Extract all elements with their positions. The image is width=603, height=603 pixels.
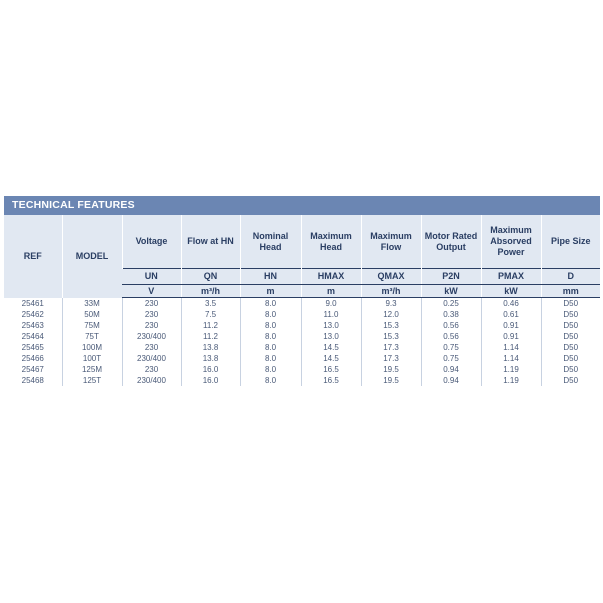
table-cell: 11.2 <box>181 320 240 331</box>
table-cell: 16.0 <box>181 375 240 386</box>
table-row <box>4 342 600 353</box>
unit-max-flow: m³/h <box>361 285 421 298</box>
table-cell: 0.75 <box>421 342 481 353</box>
table-cell: 16.0 <box>181 364 240 375</box>
header-pipe-size: Pipe Size <box>541 215 600 269</box>
table-cell: 125T <box>62 375 122 386</box>
table-cell: 230 <box>122 298 181 310</box>
table-row <box>4 298 600 310</box>
table-cell: 8.0 <box>240 375 301 386</box>
unit-pipe-size: mm <box>541 285 600 298</box>
symbol-flow: QN <box>181 269 240 285</box>
table-cell: D50 <box>541 364 600 375</box>
table-cell: 75T <box>62 331 122 342</box>
unit-voltage: V <box>122 285 181 298</box>
unit-motor-output: kW <box>421 285 481 298</box>
table-row <box>4 331 600 342</box>
table-cell: 0.91 <box>481 331 541 342</box>
table-cell: D50 <box>541 298 600 310</box>
table-cell: 0.61 <box>481 309 541 320</box>
table-cell: 16.5 <box>301 375 361 386</box>
symbol-motor-output: P2N <box>421 269 481 285</box>
table-cell: 15.3 <box>361 320 421 331</box>
table-cell: 230 <box>122 309 181 320</box>
table-cell: 14.5 <box>301 342 361 353</box>
table-cell: 0.25 <box>421 298 481 310</box>
table-cell: 25464 <box>21 332 44 341</box>
header-max-power: Maximum Absorved Power <box>481 215 541 269</box>
table-cell: 1.14 <box>481 353 541 364</box>
unit-max-power: kW <box>481 285 541 298</box>
symbol-max-flow: QMAX <box>361 269 421 285</box>
table-cell: 19.5 <box>361 375 421 386</box>
table-cell: 17.3 <box>361 342 421 353</box>
table-cell: 13.8 <box>181 353 240 364</box>
table-cell: D50 <box>541 375 600 386</box>
table-cell: 16.5 <box>301 364 361 375</box>
table-cell: 50M <box>62 309 122 320</box>
table-cell: 1.19 <box>481 375 541 386</box>
table-cell: 11.2 <box>181 331 240 342</box>
table-row <box>4 364 600 375</box>
header-max-flow: Maximum Flow <box>361 215 421 269</box>
table-cell: 13.8 <box>181 342 240 353</box>
table-cell: 25462 <box>21 310 44 319</box>
table-cell: D50 <box>541 320 600 331</box>
table-cell: 8.0 <box>240 364 301 375</box>
table-cell: 8.0 <box>240 342 301 353</box>
table-cell: 0.94 <box>421 364 481 375</box>
table-cell: 13.0 <box>301 331 361 342</box>
table-body <box>4 298 600 387</box>
table-cell: 9.3 <box>361 298 421 310</box>
table-cell: 8.0 <box>240 331 301 342</box>
table-cell: 7.5 <box>181 309 240 320</box>
table-cell: 0.46 <box>481 298 541 310</box>
table-cell: 230 <box>122 320 181 331</box>
table-cell: 25468 <box>21 376 44 385</box>
table-cell: 100M <box>62 342 122 353</box>
table-cell: 33M <box>62 298 122 310</box>
technical-features-table <box>4 215 600 386</box>
table-cell: 13.0 <box>301 320 361 331</box>
table-cell: 1.14 <box>481 342 541 353</box>
table-cell: 12.0 <box>361 309 421 320</box>
table-cell: 75M <box>62 320 122 331</box>
table-cell: 15.3 <box>361 331 421 342</box>
table-cell: 230/400 <box>122 375 181 386</box>
header-motor-output: Motor Rated Output <box>421 215 481 269</box>
table-cell: 0.94 <box>421 375 481 386</box>
table-row <box>4 375 600 386</box>
unit-nominal-head: m <box>240 285 301 298</box>
header-flow: Flow at HN <box>181 215 240 269</box>
table-cell: 25461 <box>21 298 44 308</box>
table-cell: 0.56 <box>421 331 481 342</box>
table-cell: 17.3 <box>361 353 421 364</box>
table-cell: D50 <box>541 353 600 364</box>
header-voltage: Voltage <box>122 215 181 269</box>
table-cell: D50 <box>541 331 600 342</box>
symbol-voltage: UN <box>122 269 181 285</box>
header-ref: REF <box>4 215 62 298</box>
table-cell: 0.56 <box>421 320 481 331</box>
table-row <box>4 353 600 364</box>
table-cell: 0.91 <box>481 320 541 331</box>
symbol-pipe-size: D <box>541 269 600 285</box>
table-cell: 9.0 <box>301 298 361 310</box>
table-cell: 0.75 <box>421 353 481 364</box>
table-cell: 25466 <box>21 354 44 363</box>
header-max-head: Maximum Head <box>301 215 361 269</box>
symbol-nominal-head: HN <box>240 269 301 285</box>
table-cell: 8.0 <box>240 309 301 320</box>
table-row <box>4 309 600 320</box>
header-label-row <box>4 215 600 269</box>
table-cell: 230 <box>122 364 181 375</box>
table-cell: 230/400 <box>122 353 181 364</box>
table-row <box>4 320 600 331</box>
section-title: TECHNICAL FEATURES <box>4 196 600 215</box>
header-model: MODEL <box>62 215 122 298</box>
table-cell: 14.5 <box>301 353 361 364</box>
table-cell: 3.5 <box>181 298 240 310</box>
symbol-max-head: HMAX <box>301 269 361 285</box>
table-cell: 8.0 <box>240 353 301 364</box>
table-cell: D50 <box>541 342 600 353</box>
table-cell: 8.0 <box>240 298 301 310</box>
table-cell: 125M <box>62 364 122 375</box>
table-cell: 100T <box>62 353 122 364</box>
table-cell: 0.38 <box>421 309 481 320</box>
symbol-max-power: PMAX <box>481 269 541 285</box>
table-cell: 230/400 <box>122 331 181 342</box>
header-nominal-head: Nominal Head <box>240 215 301 269</box>
table-cell: 25463 <box>21 321 44 330</box>
table-cell: 19.5 <box>361 364 421 375</box>
table-cell: 8.0 <box>240 320 301 331</box>
table-cell: 230 <box>122 342 181 353</box>
table-cell: 1.19 <box>481 364 541 375</box>
unit-max-head: m <box>301 285 361 298</box>
unit-flow: m³/h <box>181 285 240 298</box>
table-cell: D50 <box>541 309 600 320</box>
table-cell: 25467 <box>21 365 44 374</box>
table-cell: 11.0 <box>301 309 361 320</box>
table-cell: 25465 <box>21 343 44 352</box>
